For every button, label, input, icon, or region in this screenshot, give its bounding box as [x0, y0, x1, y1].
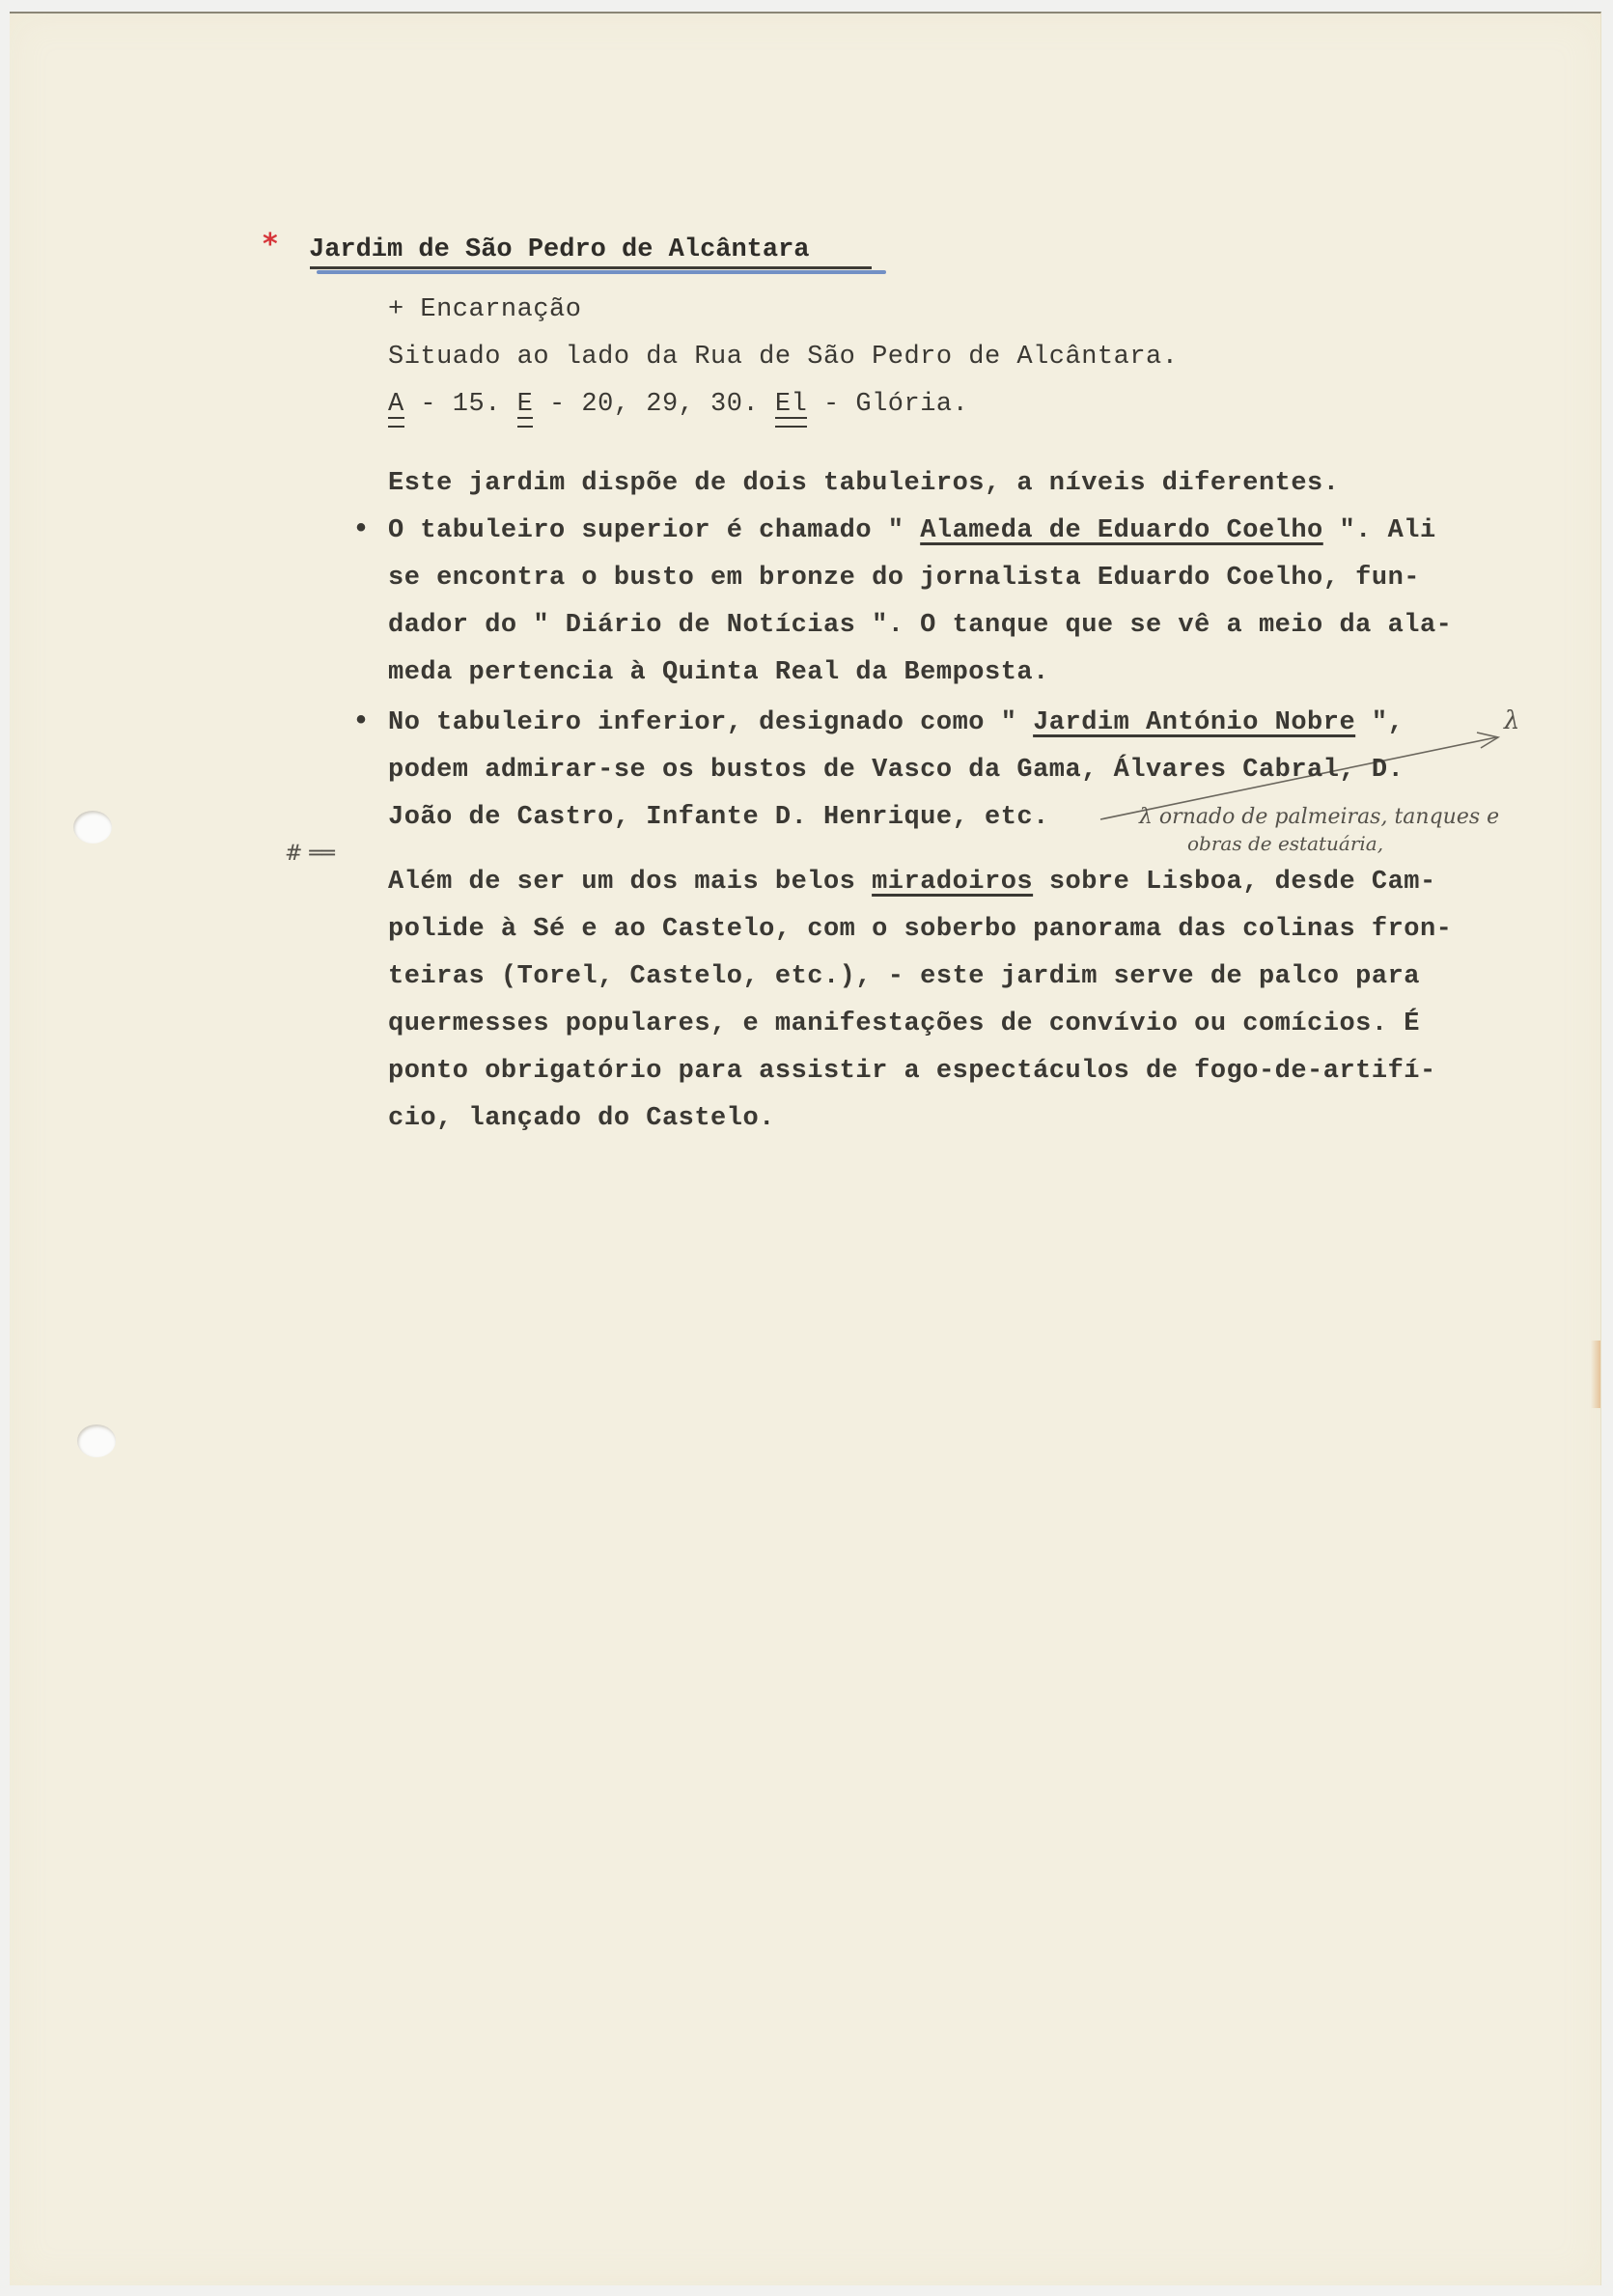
- paragraph2-line4: quermesses populares, e manifestações de convívio ou comícios. É: [388, 1010, 1420, 1038]
- paragraph1-line5: meda pertencia à Quinta Real da Bemposta.: [388, 658, 1049, 687]
- jardim-name: Jardim António Nobre: [1033, 708, 1356, 737]
- tram-label: E: [516, 390, 534, 419]
- paragraph1-line4: dador do " Diário de Notícias ". O tanque que se vê a meio da ala-: [388, 611, 1453, 640]
- punch-hole-bottom: [77, 1425, 116, 1457]
- location-line: Situado ao lado da Rua de São Pedro de Alcântara.: [388, 343, 1179, 372]
- text-fragment: No tabuleiro inferior, designado como ": [388, 708, 1034, 737]
- paragraph2-line5: ponto obrigatório para assistir a espectáculos de fogo-de-artifí-: [388, 1057, 1436, 1086]
- paragraph1-line1: Este jardim dispõe de dois tabuleiros, a níveis diferentes.: [388, 469, 1340, 498]
- bullet-point: •: [352, 513, 371, 546]
- elevator-label: El: [774, 390, 808, 419]
- bus-routes: - 15.: [403, 390, 517, 419]
- paragraph1-line7: podem admirar-se os bustos de Vasco da Gama, Álvares Cabral, D.: [388, 756, 1404, 785]
- elevator-routes: - Glória.: [807, 390, 969, 419]
- paragraph1-line8: João de Castro, Infante D. Henrique, etc.: [388, 803, 1049, 832]
- handwritten-paragraph-mark: # ══: [285, 842, 335, 866]
- handwritten-note-line2: obras de estatuária,: [1187, 832, 1384, 855]
- title-underline: [310, 266, 872, 269]
- red-asterisk-marker: *: [263, 228, 278, 262]
- document-title: Jardim de São Pedro de Alcântara: [309, 235, 810, 264]
- edge-stain: [1591, 1341, 1600, 1408]
- document-page: [10, 12, 1601, 2285]
- paragraph2-line2: polide à Sé e ao Castelo, com o soberbo panorama das colinas fron-: [388, 915, 1453, 944]
- paragraph2-line6: cio, lançado do Castelo.: [388, 1104, 775, 1133]
- paragraph2-line3: teiras (Torel, Castelo, etc.), - este jardim serve de palco para: [388, 962, 1420, 991]
- punch-hole-top: [73, 811, 112, 844]
- tram-routes: - 20, 29, 30.: [533, 390, 775, 419]
- bullet-point: •: [352, 705, 371, 738]
- parish-line: + Encarnação: [388, 295, 582, 324]
- title-blue-pencil-underline: [317, 270, 886, 274]
- miradoiros-word: miradoiros: [872, 868, 1034, 897]
- text-fragment: O tabuleiro superior é chamado ": [388, 516, 921, 545]
- paragraph1-line2: [388, 516, 1436, 545]
- alameda-name: Alameda de Eduardo Coelho: [920, 516, 1323, 545]
- text-fragment: sobre Lisboa, desde Cam-: [1033, 868, 1436, 897]
- handwritten-insert-mark: λ: [1504, 706, 1520, 735]
- handwritten-note-line1: λ ornado de palmeiras, tanques e: [1139, 805, 1500, 829]
- text-fragment: ". Ali: [1322, 516, 1436, 545]
- text-fragment: Além de ser um dos mais belos: [388, 868, 873, 897]
- transport-line: [388, 390, 968, 419]
- text-fragment: ",: [1355, 708, 1404, 737]
- bus-label: A: [388, 390, 404, 419]
- paragraph1-line3: se encontra o busto em bronze do jornalista Eduardo Coelho, fun-: [388, 564, 1420, 593]
- paragraph2-line1: [388, 868, 1436, 897]
